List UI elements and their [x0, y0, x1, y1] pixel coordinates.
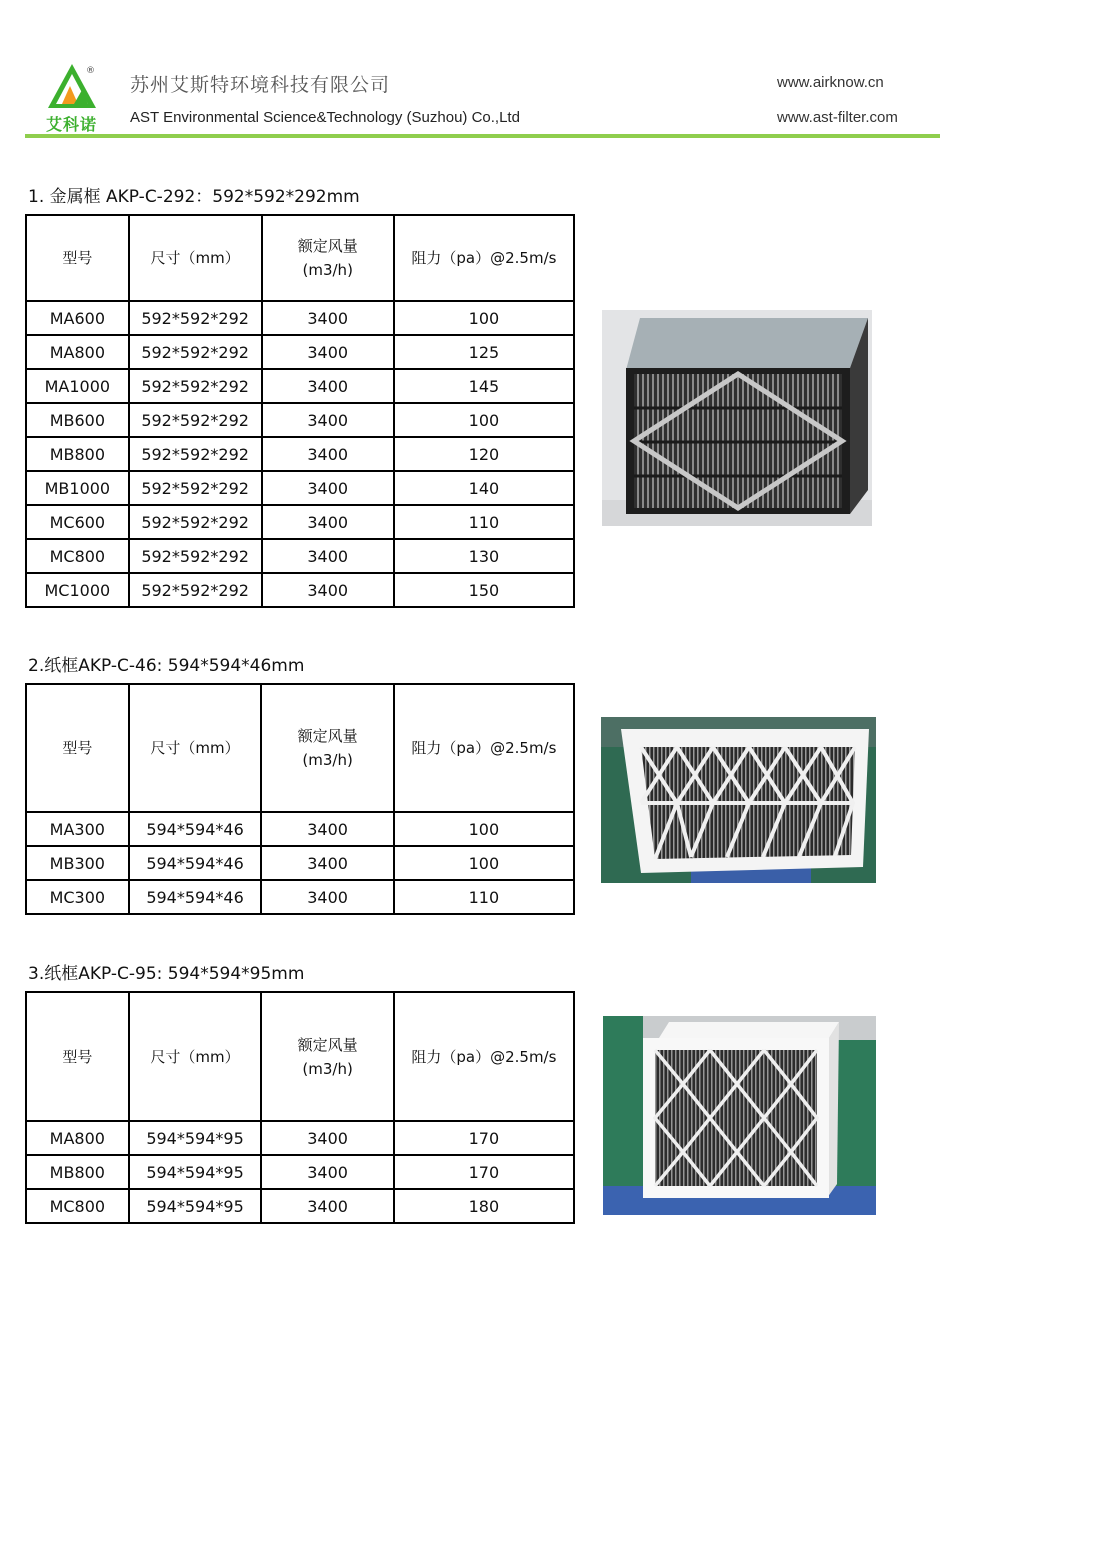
cell-resistance: 140 — [394, 471, 574, 505]
cell-airflow: 3400 — [261, 1121, 393, 1155]
cell-size: 592*592*292 — [129, 369, 262, 403]
cell-model: MA600 — [26, 301, 129, 335]
cell-airflow: 3400 — [262, 437, 394, 471]
cell-resistance: 110 — [394, 880, 574, 914]
paper-frame-46-filter-photo — [601, 717, 876, 883]
header-airflow-line2: (m3/h) — [302, 1059, 353, 1078]
cell-model: MB1000 — [26, 471, 129, 505]
cell-resistance: 145 — [394, 369, 574, 403]
cell-size: 594*594*95 — [129, 1189, 262, 1223]
cell-model: MB800 — [26, 1155, 129, 1189]
table-row — [26, 335, 574, 369]
cell-size: 592*592*292 — [129, 403, 262, 437]
table-header-row — [26, 992, 574, 1121]
cell-airflow: 3400 — [261, 846, 393, 880]
header-resistance: 阻力（pa）@2.5m/s — [394, 684, 574, 812]
table-row — [26, 812, 574, 846]
cell-size: 594*594*95 — [129, 1155, 262, 1189]
table-row — [26, 437, 574, 471]
header-divider — [25, 134, 940, 138]
cell-airflow: 3400 — [262, 471, 394, 505]
table-row — [26, 573, 574, 607]
header-size: 尺寸（mm） — [129, 215, 262, 301]
table-row — [26, 1155, 574, 1189]
table-header-row — [26, 684, 574, 812]
website-airknow[interactable]: www.airknow.cn — [777, 74, 884, 91]
cell-model: MC600 — [26, 505, 129, 539]
table-row — [26, 846, 574, 880]
table-row — [26, 403, 574, 437]
metal-frame-filter-photo — [602, 310, 872, 526]
cell-size: 592*592*292 — [129, 539, 262, 573]
header-airflow-line2: (m3/h) — [302, 261, 353, 279]
table-row — [26, 505, 574, 539]
section-3-title: 3.纸框AKP-C-95: 594*594*95mm — [28, 964, 305, 984]
cell-resistance: 170 — [394, 1121, 574, 1155]
header-airflow — [261, 684, 393, 812]
header-resistance: 阻力（pa）@2.5m/s — [394, 215, 574, 301]
table-row — [26, 1121, 574, 1155]
cell-size: 592*592*292 — [129, 335, 262, 369]
cell-airflow: 3400 — [262, 301, 394, 335]
cell-model: MB300 — [26, 846, 129, 880]
cell-model: MA300 — [26, 812, 129, 846]
header-airflow-line1: 额定风量 — [297, 237, 358, 255]
cell-size: 594*594*95 — [129, 1121, 262, 1155]
table-row — [26, 471, 574, 505]
header-model: 型号 — [26, 992, 129, 1121]
cell-resistance: 130 — [394, 539, 574, 573]
cell-model: MB600 — [26, 403, 129, 437]
logo-text: 艾科诺 — [46, 115, 98, 134]
cell-airflow: 3400 — [262, 573, 394, 607]
cell-model: MA800 — [26, 1121, 129, 1155]
cell-resistance: 120 — [394, 437, 574, 471]
cell-model: MC800 — [26, 1189, 129, 1223]
header-airflow-line1: 额定风量 — [297, 727, 358, 745]
table-row — [26, 1189, 574, 1223]
cell-size: 592*592*292 — [129, 573, 262, 607]
table-header-row — [26, 215, 574, 301]
cell-resistance: 100 — [394, 301, 574, 335]
spec-table-3 — [25, 991, 575, 1224]
cell-size: 594*594*46 — [129, 880, 262, 914]
cell-size: 592*592*292 — [129, 301, 262, 335]
cell-size: 592*592*292 — [129, 505, 262, 539]
header-size: 尺寸（mm） — [129, 992, 262, 1121]
header-model: 型号 — [26, 684, 129, 812]
cell-resistance: 100 — [394, 846, 574, 880]
cell-size: 592*592*292 — [129, 471, 262, 505]
page-header — [0, 0, 1102, 140]
cell-resistance: 100 — [394, 812, 574, 846]
cell-airflow: 3400 — [262, 403, 394, 437]
cell-model: MC1000 — [26, 573, 129, 607]
cell-size: 592*592*292 — [129, 437, 262, 471]
cell-resistance: 170 — [394, 1155, 574, 1189]
table-row — [26, 539, 574, 573]
header-airflow-line1: 额定风量 — [297, 1035, 358, 1054]
paper-frame-95-filter-photo — [603, 1016, 876, 1215]
company-name-cn: 苏州艾斯特环境科技有限公司 — [130, 74, 391, 96]
cell-model: MA800 — [26, 335, 129, 369]
section-2-title: 2.纸框AKP-C-46: 594*594*46mm — [28, 656, 305, 676]
header-resistance: 阻力（pa）@2.5m/s — [394, 992, 574, 1121]
cell-airflow: 3400 — [262, 335, 394, 369]
cell-model: MC300 — [26, 880, 129, 914]
table-row — [26, 301, 574, 335]
cell-resistance: 125 — [394, 335, 574, 369]
cell-resistance: 150 — [394, 573, 574, 607]
cell-size: 594*594*46 — [129, 846, 262, 880]
table-row — [26, 369, 574, 403]
cell-airflow: 3400 — [261, 812, 393, 846]
spec-table-1 — [25, 214, 575, 608]
cell-model: MB800 — [26, 437, 129, 471]
website-ast-filter[interactable]: www.ast-filter.com — [777, 109, 898, 126]
header-size: 尺寸（mm） — [129, 684, 262, 812]
registered-mark: ® — [86, 66, 95, 76]
cell-airflow: 3400 — [261, 1189, 393, 1223]
cell-resistance: 100 — [394, 403, 574, 437]
cell-size: 594*594*46 — [129, 812, 262, 846]
company-name-en: AST Environmental Science&Technology (Suzhou) Co.,Ltd — [130, 109, 520, 126]
cell-airflow: 3400 — [261, 1155, 393, 1189]
cell-airflow: 3400 — [262, 505, 394, 539]
cell-resistance: 110 — [394, 505, 574, 539]
header-model: 型号 — [26, 215, 129, 301]
cell-airflow: 3400 — [262, 539, 394, 573]
table-row — [26, 880, 574, 914]
cell-model: MC800 — [26, 539, 129, 573]
spec-table-2 — [25, 683, 575, 915]
cell-airflow: 3400 — [262, 369, 394, 403]
section-1-title: 1. 金属框 AKP-C-292：592*592*292mm — [28, 187, 360, 207]
cell-airflow: 3400 — [261, 880, 393, 914]
header-airflow-line2: (m3/h) — [302, 751, 353, 769]
header-airflow — [262, 215, 394, 301]
header-airflow — [261, 992, 393, 1121]
cell-resistance: 180 — [394, 1189, 574, 1223]
cell-model: MA1000 — [26, 369, 129, 403]
